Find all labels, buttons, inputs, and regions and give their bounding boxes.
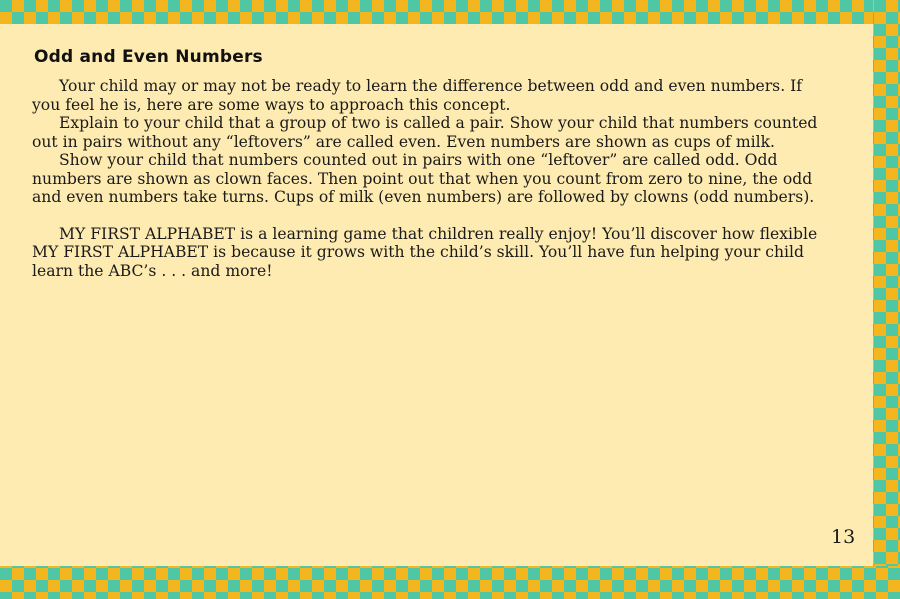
checkered-border-right [873,0,900,599]
paragraph-intro: Your child may or may not be ready to learn the difference between odd and even numbers. If you feel he is, here are some ways to approach this concept. [32,77,803,114]
paragraph-closing: MY FIRST ALPHABET is a learning game that children really enjoy! You’ll discover how flexible MY FIRST ALPHABET is because it grows with the child’s skill. You’ll have fun helping your child learn the ABC’s . . . and more! [32,224,818,280]
checkered-border-bottom [0,566,900,599]
paragraph-odd: Show your child that numbers counted out in pairs with one “leftover” are called odd. Odd numbers are shown as clown faces. Then point out that when you count from zero to nine, the odd and even numbers take turns. Cups of milk (even numbers) are followed by clowns (odd numbers). [32,151,815,206]
paragraph-even: Explain to your child that a group of two is called a pair. Show your child that numbers counted out in pairs without any “leftovers” are called even. Even numbers are shown as cups of milk. [32,114,818,151]
section-heading: Odd and Even Numbers [34,47,263,67]
checkered-border-top [0,0,900,24]
page-number: 13 [831,526,856,548]
body-text [32,77,822,280]
